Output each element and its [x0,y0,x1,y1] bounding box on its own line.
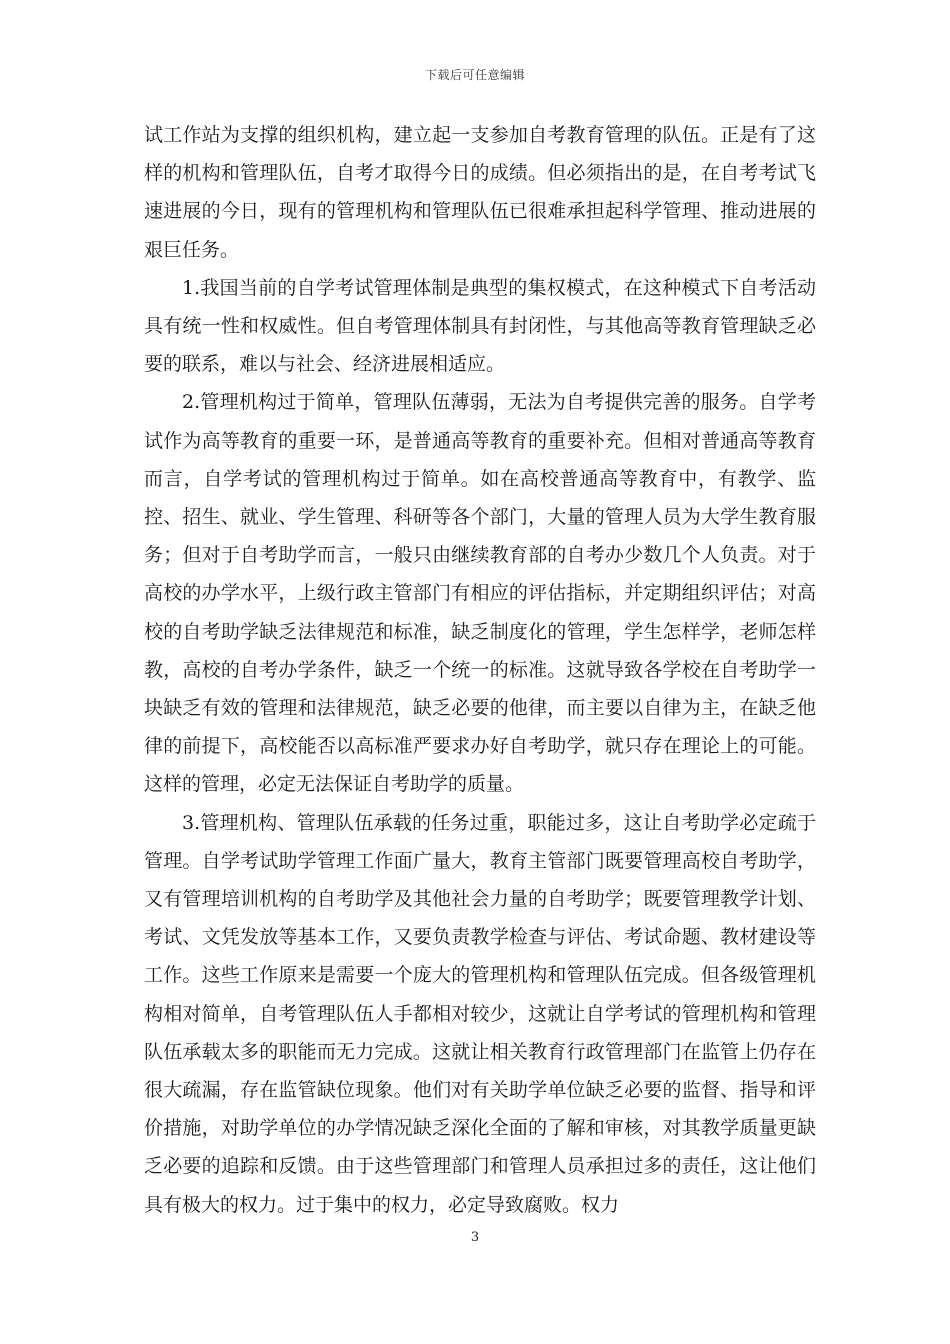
text-line: 试飞速进展的今日，现有的管理机构和管理队伍已很难承担起科学管理、推动 [144,162,816,223]
text-line: 各级管理机构相对简单，自考管理队伍人手都相对较少，这就让自学考试的管 [144,964,816,1025]
text-line: 试工作站为支撑的组织机构，建立起一支参加自考教育管理的队伍。正是有了 [144,124,797,146]
text-line: 对其教学质量更缺乏必要的追踪和反馈。由于这些管理部门和管理人员承担过 [144,1117,816,1178]
text-line: 学，又有管理培训机构的自考助学及其他社会力量的自考助学；既要管理教学 [144,849,816,911]
document-body [144,116,816,1224]
text-line: 材建设等工作。这些工作原来是需要一个庞大的管理机构和管理队伍完成。但 [144,926,816,987]
paragraph [144,804,816,1224]
text-line: 理机构和管理队伍承载太多的职能而无力完成。这就让相关教育行政管理部门 [144,1002,816,1063]
text-line: 监控、招生、就业、学生管理、科研等各个部门，大量的管理人员为大学生教 [144,467,816,529]
text-line: 对于高校的办学水平，上级行政主管部门有相应的评估指标，并定期组织评估； [144,544,816,605]
paragraph [144,116,816,269]
text-line: 3.管理机构、管理队伍承载的任务过重，职能过多，这让自考助学必定疏 [182,811,797,834]
text-line: 在监管上仍存在很大疏漏，存在监管缺位现象。他们对有关助学单位缺乏必要 [144,1040,816,1102]
text-line: 多的责任，这让他们具有极大的权力。过于集中的权力，必定导致腐败。权力 [144,1155,816,1216]
text-line: 2.管理机构过于简单，管理队伍薄弱，无法为自考提供完善的服务。自学 [182,391,797,414]
text-line: 于管理。自学考试助学管理工作面广量大，教育主管部门既要管理高校自考助 [144,811,816,872]
paragraph [144,269,816,384]
text-line: 考试作为高等教育的重要一环，是普通高等教育的重要补充。但相对普通高等 [144,391,816,452]
paragraph [144,383,816,803]
text-line: 育服务；但对于自考助学而言，一般只由继续教育部的自考办少数几个人负责。 [144,506,816,567]
text-line: 对高校的自考助学缺乏法律规范和标准，缺乏制度化的管理，学生怎样学，老 [144,582,816,643]
text-line: 的监督、指导和评价措施，对助学单位的办学情况缺乏深化全面的了解和审核， [144,1079,816,1140]
text-line: 这样的机构和管理队伍，自考才取得今日的成绩。但必须指出的是，在自考考 [144,124,816,185]
text-line: 师怎样教，高校的自考办学条件，缺乏一个统一的标准。这就导致各学校在自 [144,620,816,681]
text-line: 乏必要的联系，难以与社会、经济进展相适应。 [144,315,816,376]
text-line: 1.我国当前的自学考试管理体制是典型的集权模式，在这种模式下自考活 [182,276,797,299]
text-line: 考助学一块缺乏有效的管理和法律规范，缺乏必要的他律，而主要以自律为主， [144,658,816,720]
text-line: 在缺乏他律的前提下，高校能否以高标准严要求办好自考助学，就只存在理论 [144,697,816,758]
text-line: 进展的艰巨任务。 [144,200,816,261]
text-line: 计划、考试、文凭发放等基本工作，又要负责教学检查与评估、考试命题、教 [144,888,816,949]
text-line: 动具有统一性和权威性。但自考管理体制具有封闭性，与其他高等教育管理缺 [144,276,816,338]
text-line: 教育而言，自学考试的管理机构过于简单。如在高校普通高等教育中，有教学、 [144,429,816,490]
text-line: 上的可能。这样的管理，必定无法保证自考助学的质量。 [144,735,816,796]
page-header: 下载后可任意编辑 [424,68,525,82]
page-number: 3 [470,1230,480,1245]
